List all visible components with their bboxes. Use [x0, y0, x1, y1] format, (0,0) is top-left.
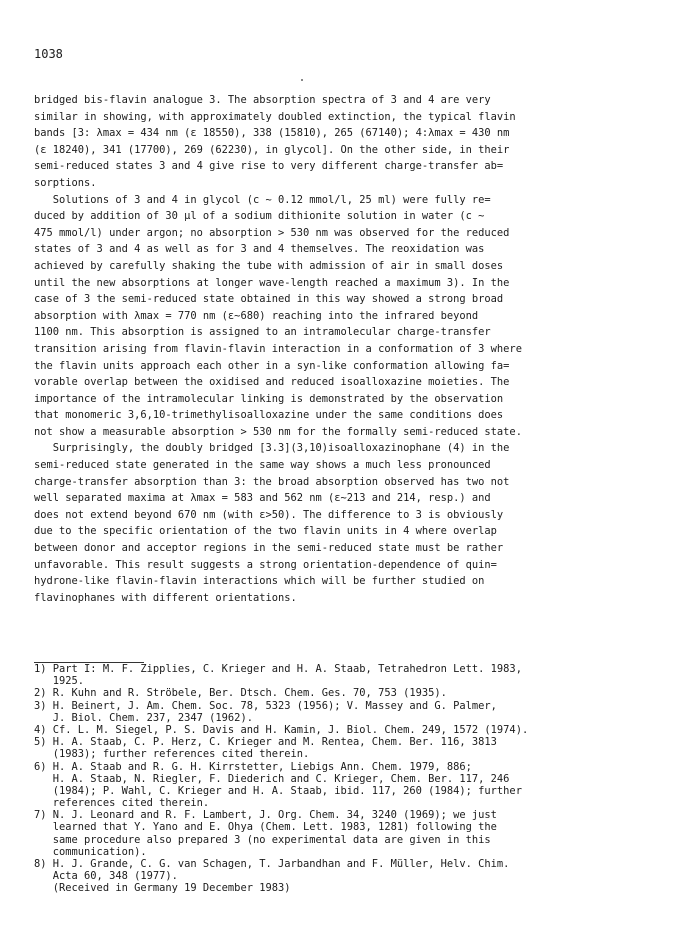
body-line: absorption with λmax = 770 nm (ε~680) reaching into the infrared beyond — [34, 309, 479, 322]
body-line: (ε 18240), 341 (17700), 269 (62230), in glycol]. On the other side, in their — [34, 143, 510, 156]
page-number: 1038 — [34, 47, 63, 61]
body-line: states of 3 and 4 as well as for 3 and 4 themselves. The reoxidation was — [34, 243, 485, 256]
body-line: importance of the intramolecular linking is demonstrated by the observation — [34, 392, 504, 405]
body-line: sorptions. — [34, 176, 97, 189]
body-line: Surprisingly, the doubly bridged [3.3](3,10)isoalloxazinophane (4) in the — [34, 442, 510, 455]
reference-line: 4) Cf. L. M. Siegel, P. S. Davis and H. Kamin, J. Biol. Chem. 249, 1572 (1974). — [34, 723, 529, 736]
reference-line: 8) H. J. Grande, C. G. van Schagen, T. Jarbandhan and F. Müller, Helv. Chim. — [34, 858, 510, 870]
body-line: hydrone-like flavin-flavin interactions which will be further studied on — [34, 575, 485, 588]
body-line: Solutions of 3 and 4 in glycol (c ~ 0.12 mmol/l, 25 ml) were fully re= — [34, 193, 491, 206]
body-line: due to the specific orientation of the two flavin units in 4 where overlap — [34, 525, 497, 538]
reference-line: J. Biol. Chem. 237, 2347 (1962). — [34, 711, 253, 724]
reference-line: same procedure also prepared 3 (no experimental data are given in this — [34, 833, 491, 846]
body-line: bridged bis-flavin analogue 3. The absorption spectra of 3 and 4 are very — [34, 94, 491, 106]
body-line: 475 mmol/l) under argon; no absorption > 530 nm was observed for the reduced — [34, 226, 510, 239]
body-line: bands [3: λmax = 434 nm (ε 18550), 338 (15810), 265 (67140); 4:λmax = 430 nm — [34, 127, 510, 140]
reference-line: 2) R. Kuhn and R. Ströbele, Ber. Dtsch. Chem. Ges. 70, 753 (1935). — [34, 687, 447, 700]
body-line: achieved by carefully shaking the tube with admission of air in small doses — [34, 259, 504, 272]
body-line: not show a measurable absorption > 530 nm for the formally semi-reduced state. — [34, 425, 522, 438]
body-line: transition arising from flavin-flavin interaction in a conformation of 3 where — [34, 342, 522, 355]
reference-line: (Received in Germany 19 December 1983) — [34, 882, 291, 895]
body-line: 1100 nm. This absorption is assigned to an intramolecular charge-transfer — [34, 326, 491, 339]
body-line: similar in showing, with approximately doubled extinction, the typical flavin — [34, 110, 516, 123]
body-line: duced by addition of 30 µl of a sodium dithionite solution in water (c ~ — [34, 210, 485, 223]
body-line: semi-reduced states 3 and 4 give rise to very different charge-transfer ab= — [34, 160, 504, 173]
reference-line: learned that Y. Yano and E. Ohya (Chem. Lett. 1983, 1281) following the — [34, 821, 497, 834]
body-line: until the new absorptions at longer wave-length reached a maximum 3). In the — [34, 276, 510, 289]
reference-line: communication). — [34, 845, 147, 858]
reference-line: 1) Part I: M. F. Zipplies, C. Krieger and H. A. Staab, Tetrahedron Lett. 1983, — [34, 663, 522, 675]
reference-line: 7) N. J. Leonard and R. F. Lambert, J. Org. Chem. 34, 3240 (1969); we just — [34, 809, 497, 822]
body-line: well separated maxima at λmax = 583 and 562 nm (ε~213 and 214, resp.) and — [34, 492, 491, 505]
body-line: vorable overlap between the oxidised and reduced isoalloxazine moieties. The — [34, 376, 510, 389]
body-text — [34, 92, 664, 606]
body-line: does not extend beyond 670 nm (with ε>50). The difference to 3 is obviously — [34, 508, 504, 521]
body-line: between donor and acceptor regions in the semi-reduced state must be rather — [34, 542, 504, 555]
reference-line: 6) H. A. Staab and R. G. H. Kirrstetter, Liebigs Ann. Chem. 1979, 886; — [34, 760, 472, 773]
body-line: the flavin units approach each other in a syn-like conformation allowing fa= — [34, 359, 510, 372]
reference-line: (1984); P. Wahl, C. Krieger and H. A. Staab, ibid. 117, 260 (1984); further — [34, 784, 522, 797]
reference-line: references cited therein. — [34, 797, 210, 810]
reference-line: Acta 60, 348 (1977). — [34, 870, 178, 883]
body-line: semi-reduced state generated in the same way shows a much less pronounced — [34, 459, 491, 472]
references — [34, 663, 664, 895]
body-line: that monomeric 3,6,10-trimethylisoalloxazine under the same conditions does — [34, 409, 504, 422]
speck-mark — [301, 79, 303, 81]
body-line: flavinophanes with different orientations. — [34, 591, 297, 604]
reference-line: 5) H. A. Staab, C. P. Herz, C. Krieger and M. Rentea, Chem. Ber. 116, 3813 — [34, 736, 497, 749]
reference-line: H. A. Staab, N. Riegler, F. Diederich and C. Krieger, Chem. Ber. 117, 246 — [34, 772, 510, 785]
reference-line: 1925. — [34, 675, 85, 688]
body-line: case of 3 the semi-reduced state obtained in this way showed a strong broad — [34, 293, 504, 306]
body-line: unfavorable. This result suggests a strong orientation-dependence of quin= — [34, 558, 497, 571]
reference-line: 3) H. Beinert, J. Am. Chem. Soc. 78, 5323 (1956); V. Massey and G. Palmer, — [34, 699, 497, 712]
reference-line: (1983); further references cited therein. — [34, 748, 310, 761]
body-line: charge-transfer absorption than 3: the broad absorption observed has two not — [34, 475, 510, 488]
